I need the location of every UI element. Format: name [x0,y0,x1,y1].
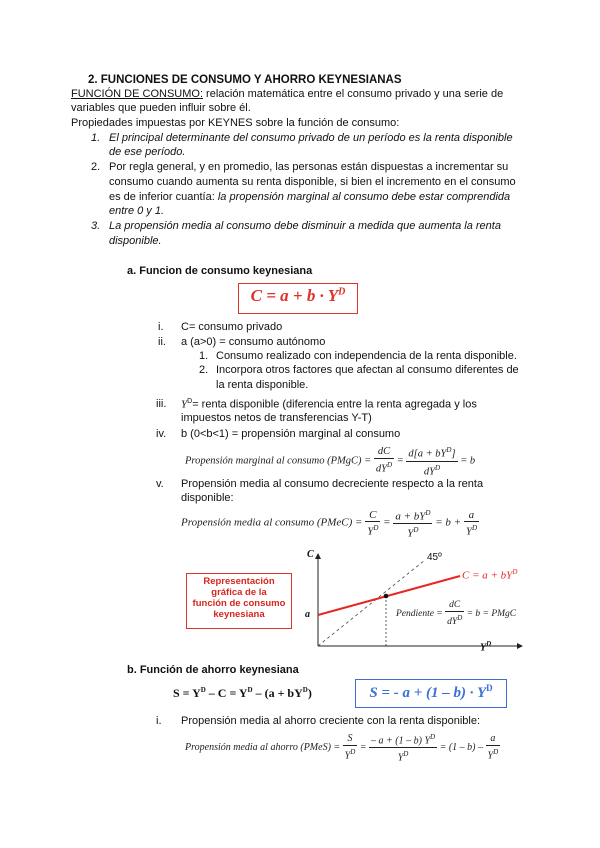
definition-text-1: relación matemática entre el consumo privado y una serie de [203,88,504,100]
pmes-d1-sup: D [350,748,356,757]
graph-x-label-text: Y [480,642,487,654]
pmgc-d2-wrap [406,462,457,479]
graph-caption-line-4: keynesiana [213,609,265,620]
pmec-mid: = b + [435,516,462,529]
intersection-point [384,594,389,599]
pmec-d3: Y [465,525,472,538]
property-2-line-4: entre 0 y 1. [109,205,165,217]
subitem-2-number: 2. [199,364,209,376]
saving-f1-end-sup: D [302,686,308,694]
saving-item-number: i. [156,715,162,727]
item-iv-number: iv. [156,428,167,440]
pmes-d1: Y [344,750,351,762]
saving-f1-rest-sup: D [247,686,253,694]
graph-caption [186,576,292,620]
pmgc-formula: Propensión marginal al consumo (PMgC) = $\frac{dC}{dY^D}$ = $\frac{d[a + bY^D]}{dY^D}$ = b [185,446,476,477]
graph-intercept-label: a [305,609,310,620]
pmec-fraction-3 [464,509,479,538]
property-3-line-2: disponible. [109,235,162,247]
item-iii-symbol: Y [181,398,188,411]
pmec-fraction-1 [365,509,380,538]
item-ii-number: ii. [158,336,166,348]
pmgc-n2-sup: D [446,446,452,454]
pmes-d2-wrap [369,748,437,764]
item-iii-text-1: = renta disponible (diferencia entre la renta agregada y los [192,398,477,411]
definition-line-1 [71,88,503,100]
property-1-line-2: de ese período. [109,146,186,158]
section-b-title: b. Función de ahorro keynesiana [127,664,299,676]
property-1-line-1: El principal determinante del consumo privado de un período es la renta disponible [109,132,513,144]
pmes-fraction-2 [369,731,437,765]
graph-slope-eq: = b = PMgC [466,608,517,619]
pmec-n3: a [464,509,479,522]
pmec-d1-sup: D [373,523,379,532]
saving-f1-close: ) [307,686,312,700]
property-2-line-1: Por regla general, y en promedio, las personas están dispuestas a incrementar su [109,161,509,173]
graph-line-label-text: C = a + bY [462,569,513,582]
item-i-number: i. [158,321,164,333]
graph-y-label: C [307,549,314,560]
pmgc-label: Propensión marginal al consumo (PMgC) = [185,455,372,467]
consumption-formula-sup: D [338,286,346,298]
item-v-text: Propensión media al consumo decreciente respecto a la renta [181,478,484,490]
saving-formula-derivation [173,686,312,701]
saving-formula-text: S = - a + (1 – b) · Y [369,685,487,701]
graph-angle-label: 45º [427,552,442,563]
pmes-mid: = (1 – b) – [439,742,483,754]
consumption-formula-text: C = a + b · Y [250,286,339,305]
saving-f1-rest: – C = Y [205,686,248,700]
pmes-d3: Y [487,750,494,762]
property-2-line-3b: la propensión marginal al consumo debe estar comprendida [217,191,511,203]
pmec-d2-wrap [393,524,432,540]
pmgc-fraction-2 [406,444,457,478]
pmec-n2: a + bY [395,510,426,523]
subitem-1-number: 1. [199,350,209,362]
property-2-line-2: consumo cuando aumenta su renta disponible, si bien el incremento en el consumo [109,176,516,188]
pmec-n2-sup: D [425,509,431,517]
pmec-d2: Y [407,527,414,540]
item-iii-text-2: impuestos netos de transferencias Y-T) [181,412,372,424]
subitem-1-text: Consumo realizado con independencia de la renta disponible. [216,350,517,362]
item-iii-number: iii. [156,398,167,410]
pmec-label: Propensión media al consumo (PMeC) = [181,516,363,529]
saving-f1-end: – (a + bY [252,686,303,700]
pmgc-n1: dC [374,446,394,459]
graph-slope-d-wrap [445,612,464,628]
graph-caption-line-2: gráfica de la [211,587,267,598]
pmes-fraction-3 [486,733,501,762]
property-3-line-1: La propensión media al consumo debe disminuir a medida que aumenta la renta [109,220,501,232]
pmgc-result: = b [460,455,476,467]
pmgc-d2: dY [423,466,435,477]
graph-slope-label: Pendiente = [396,608,443,619]
pmes-n2-wrap [369,731,437,748]
pmes-d3-sup: D [493,748,499,757]
pmes-formula: Propensión media al ahorro (PMeS) = $\frac{S}{Y^D}$ = $\frac{- a + (1 - b) Y^D}{Y^D}$ = (1 – b) – $\frac{a}{Y^D}$ [185,733,499,764]
section-a-title: a. Funcion de consumo keynesiana [127,265,313,277]
graph-slope-n: dC [445,599,464,612]
pmec-d3-sup: D [471,523,477,532]
property-3-number: 3. [91,220,101,232]
saving-f1-sup: D [200,686,206,694]
graph-line-label [462,568,517,582]
pmgc-n2: d[a + bY [408,448,447,460]
saving-formula [355,683,507,702]
graph-slope [396,599,516,628]
pmec-n1: C [365,509,380,522]
pmgc-d1-wrap [374,459,394,476]
pmec-d3-wrap [464,522,479,538]
properties-intro: Propiedades impuestas por KEYNES sobre la función de consumo: [71,117,400,129]
pmes-d2-sup: D [403,750,409,759]
saving-formula-sup: D [486,683,493,693]
section-heading: 2. FUNCIONES DE CONSUMO Y AHORRO KEYNESIANAS [88,74,402,86]
pmes-n3: a [486,733,501,746]
pmes-n1: S [343,733,358,746]
graph-x-label [480,640,491,653]
saving-f1: S = Y [173,686,201,700]
item-iii-text [181,398,477,411]
graph-slope-d-sup: D [457,614,463,622]
pmes-d1-wrap [343,746,358,762]
pmes-n2: – a + (1 – b) Y [371,735,431,747]
subitem-2-text-2: la renta disponible. [216,379,309,391]
item-ii-text: a (a>0) = consumo autónomo [181,336,326,348]
pmes-fraction-1 [343,733,358,762]
graph-x-label-sup: D [486,640,492,648]
subitem-2-text: Incorpora otros factores que afectan al consumo diferentes de [216,364,519,376]
item-v-text-2: disponible: [181,492,234,504]
definition-text-2: variables que pueden influir sobre él. [71,102,251,114]
consumption-formula [238,286,358,306]
pmgc-d2-sup: D [434,463,441,472]
graph-slope-d: dY [447,617,458,628]
pmgc-d1-sup: D [386,461,393,470]
pmec-d2-sup: D [413,525,419,534]
graph-slope-fraction [445,599,464,628]
property-1-number: 1. [91,132,101,144]
property-2-line-3a: es de inferior cuantía: [109,191,218,203]
pmec-fraction-2 [393,507,432,539]
definition-term: FUNCIÓN DE CONSUMO: [71,88,203,100]
pmes-d2: Y [397,752,404,764]
pmec-d1: Y [367,525,374,538]
property-2-number: 2. [91,161,101,173]
pmes-d3-wrap [486,746,501,762]
graph-caption-line-1: Representación [203,576,275,587]
item-iv-text: b (0<b<1) = propensión marginal al consumo [181,428,401,440]
graph-caption-line-3: función de consumo [192,598,286,609]
pmes-n2-sup: D [430,733,436,741]
item-v-number: v. [156,478,164,490]
item-iii-symbol-sup: D [187,398,193,405]
pmec-n2-wrap [393,507,432,524]
pmec-formula: Propensión media al consumo (PMeC) = $\frac{C}{Y^D}$ = $\frac{a + bY^D}{Y^D}$ = b + $\frac{a}{Y^D}$ [181,508,477,540]
pmec-d1-wrap [365,522,380,538]
pmgc-fraction-1 [374,446,394,476]
item-i-text: C= consumo privado [181,321,283,333]
pmgc-n2-wrap: $d[a + bY^D]$ [408,446,456,460]
graph-line-label-sup: D [512,568,518,576]
pmes-label: Propensión media al ahorro (PMeS) = [185,742,341,754]
pmgc-d1: dY [375,463,387,475]
property-2-line-3 [109,191,510,203]
saving-item-text: Propensión media al ahorro creciente con la renta disponible: [181,715,481,727]
